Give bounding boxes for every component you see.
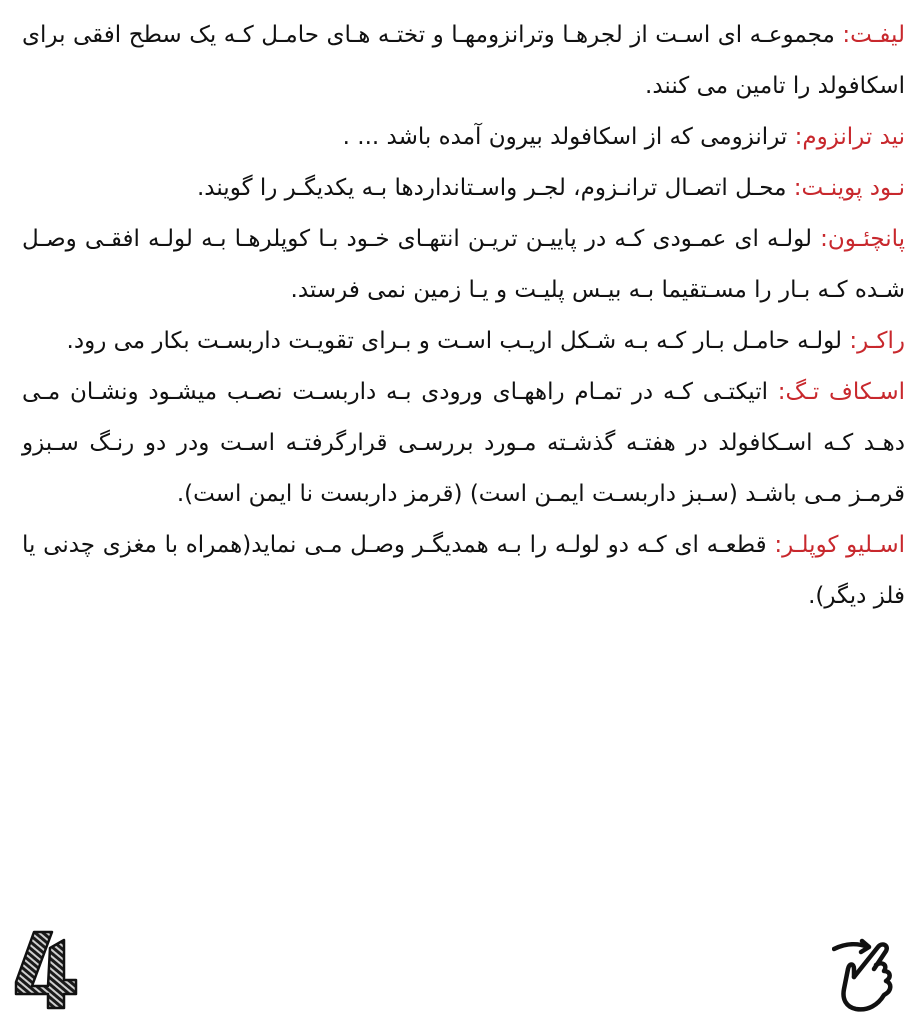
glossary-entry-raker (22, 316, 905, 367)
term-label: نید ترانزوم: (794, 124, 905, 150)
term-definition: لولـه ای عمـودی کـه در پاییـن تریـن انتهـای خـود بـا کوپلرهـا بـه لولـه افقـی وصـل شـده کـه بـار را مسـتقیما بـه بیـس پلیـت و یـا زمین نمی فرستد. (22, 226, 905, 303)
term-label: نـود پوینـت: (793, 175, 905, 201)
term-definition: محـل اتصـال ترانـزوم، لجـر واسـتانداردها بـه یکدیگـر را گویند. (196, 175, 794, 201)
term-definition: لولـه حامـل بـار کـه بـه شـکل اریـب اسـت و بـرای تقویـت داربسـت بکار می رود. (66, 328, 850, 354)
term-label: اسـکاف تـگ: (777, 379, 905, 405)
term-definition: مجموعـه ای اسـت از لجرهـا وترانزومهـا و تختـه هـای حامـل کـه یک سطح افقی برای اسکافولد را تامین می کنند. (22, 22, 905, 99)
hatched-number-4-icon (14, 930, 84, 1010)
glossary-entry-need-transom (22, 112, 905, 163)
glossary-text (22, 10, 905, 622)
glossary-entry-sleeve-coupler (22, 520, 905, 622)
glossary-entry-scaff-tag (22, 367, 905, 520)
term-label: لیفـت: (842, 22, 905, 48)
term-definition: اتیکتـی کـه در تمـام راههـای ورودی بـه داربسـت نصـب میشـود ونشـان مـی دهـد کـه اسـکافولد در هفتـه گذشـته مـورد بررسـی قرارگرفتـه اسـت ودر دو رنـگ سـبزو قرمـز مـی باشـد (سـبز داربسـت ایمـن است) (قرمز داربست نا ایمن است). (22, 379, 905, 507)
term-label: پانچئـون: (820, 226, 905, 252)
glossary-entry-puncheon (22, 214, 905, 316)
term-definition: ترانزومی که از اسکافولد بیرون آمده باشد ... . (342, 124, 795, 150)
term-definition: قطعـه ای کـه دو لولـه را بـه همدیگـر وصـل مـی نماید(همراه با مغزی چدنی یا فلز دیگر). (22, 532, 905, 609)
term-label: راکـر: (849, 328, 905, 354)
glossary-entry-node-point (22, 163, 905, 214)
glossary-entry-lift (22, 10, 905, 112)
term-label: اسـلیو کوپلـر: (774, 532, 905, 558)
swipe-hand-icon (832, 935, 902, 1015)
